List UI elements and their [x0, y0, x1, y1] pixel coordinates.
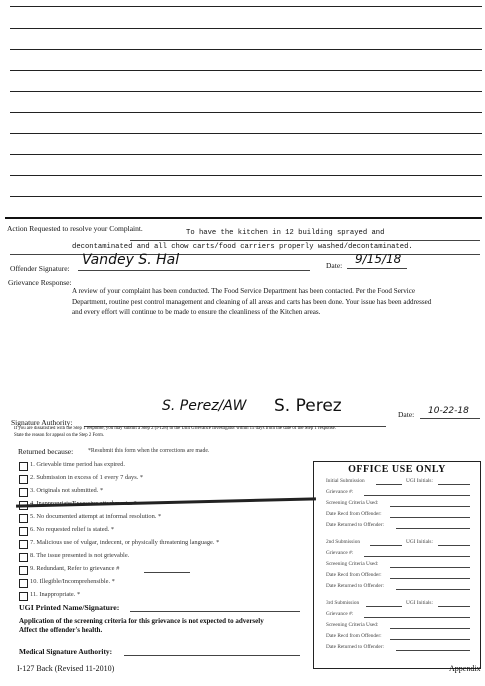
appendix-label: Appendix [449, 664, 481, 673]
office-line: Screening Criteria Used: [326, 500, 379, 506]
office-line: Date Recd from Offender: [326, 572, 382, 578]
reason-item: 10. Illegible/Incomprehensible. * [30, 578, 115, 585]
office-line: 2nd Submission [326, 539, 360, 545]
reason-checkbox[interactable] [19, 579, 28, 588]
action-requested-line-1: To have the kitchen in 12 building sprayed and [186, 229, 385, 237]
office-line: Initial Submission [326, 478, 365, 484]
reason-item: 7. Malicious use of vulgar, indecent, or physically threatening language. * [30, 539, 220, 546]
grievance-response-text: A review of your complaint has been conducted. The Food Service Department has been contacted. Per the Food Service Department, routine pest control management and cleaning of all areas and carts has been done. Your issue has been addressed and every effort will continue to be made to ensure the cleanliness of the Kitchen areas. [72, 287, 432, 317]
offender-signature-label: Offender Signature: [10, 264, 70, 273]
returned-because-label: Returned because: [18, 447, 74, 456]
reason-item: 6. No requested relief is stated. * [30, 526, 115, 533]
office-line: Date Returned to Offender: [326, 522, 384, 528]
resubmit-instruction: *Resubmit this form when the corrections are made. [88, 448, 210, 454]
offender-date: 9/15/18 [355, 252, 402, 266]
reason-checkbox[interactable] [19, 592, 28, 601]
office-line: Date Recd from Offender: [326, 633, 382, 639]
office-line: UGI Initials: [406, 539, 433, 545]
appeal-note-line-1: If you are dissatisfied with the Step 1 response, you may submit a Step 2 (I-128) to the Unit Grievance Investigator within 15 days from the date of the Step 1 response. [14, 426, 336, 431]
office-use-only-title: OFFICE USE ONLY [348, 464, 446, 475]
office-line: Date Recd from Offender: [326, 511, 382, 517]
reason-checkbox[interactable] [19, 527, 28, 536]
office-line: UGI Initials: [406, 478, 433, 484]
office-line: Date Returned to Offender: [326, 583, 384, 589]
reason-checkbox[interactable] [19, 540, 28, 549]
action-requested-label: Action Requested to resolve your Complaint. [7, 224, 143, 233]
reason-item: 8. The issue presented is not grievable. [30, 552, 130, 559]
office-line: 3rd Submission [326, 600, 360, 606]
authority-date-label: Date: [398, 410, 415, 419]
reason-checkbox[interactable] [19, 553, 28, 562]
offender-date-label: Date: [326, 261, 343, 270]
reason-item: 3. Originals not submitted. * [30, 487, 104, 494]
grievance-response-label: Grievance Response: [8, 278, 72, 287]
reason-checkbox[interactable] [19, 488, 28, 497]
action-requested-line-2: decontaminated and all chow carts/food carriers properly washed/decontaminated. [72, 243, 413, 251]
office-line: Screening Criteria Used: [326, 561, 379, 567]
medical-signature-label: Medical Signature Authority: [19, 647, 113, 656]
office-line: Grievance #: [326, 489, 354, 495]
signature-authority-label: Signature Authority: [11, 418, 73, 427]
reason-checkbox[interactable] [19, 514, 28, 523]
authority-signature: S. Perez/AW [162, 398, 247, 414]
reason-item: 2. Submission in excess of 1 every 7 days. * [30, 474, 144, 481]
reason-item: 11. Inappropriate. * [30, 591, 81, 598]
reason-item: 5. No documented attempt at informal resolution. * [30, 513, 162, 520]
form-id: I-127 Back (Revised 11-2010) [17, 664, 115, 673]
office-line: UGI Initials: [406, 600, 433, 606]
office-line: Screening Criteria Used: [326, 622, 379, 628]
office-line: Date Returned to Offender: [326, 644, 384, 650]
appeal-note-line-2: State the reason for appeal on the Step 2 Form. [14, 433, 105, 438]
office-line: Grievance #: [326, 550, 354, 556]
office-use-only-box [313, 461, 481, 669]
reason-checkbox[interactable] [19, 475, 28, 484]
reason-checkbox[interactable] [19, 566, 28, 575]
offender-signature: Vandey S. Hal [82, 252, 180, 268]
screening-criteria-text-1: Application of the screening criteria for this grievance is not expected to adversely [19, 617, 264, 625]
ugi-printed-name-label: UGI Printed Name/Signature: [19, 603, 120, 612]
authority-printed-name: S. Perez [274, 396, 342, 416]
screening-criteria-text-2: Affect the offender's health. [19, 626, 103, 634]
office-line: Grievance #: [326, 611, 354, 617]
reason-item: 9. Redundant, Refer to grievance # [30, 565, 120, 572]
reason-checkbox[interactable] [19, 462, 28, 471]
authority-date: 10-22-18 [428, 406, 469, 416]
reason-item: 1. Grievable time period has expired. [30, 461, 125, 468]
